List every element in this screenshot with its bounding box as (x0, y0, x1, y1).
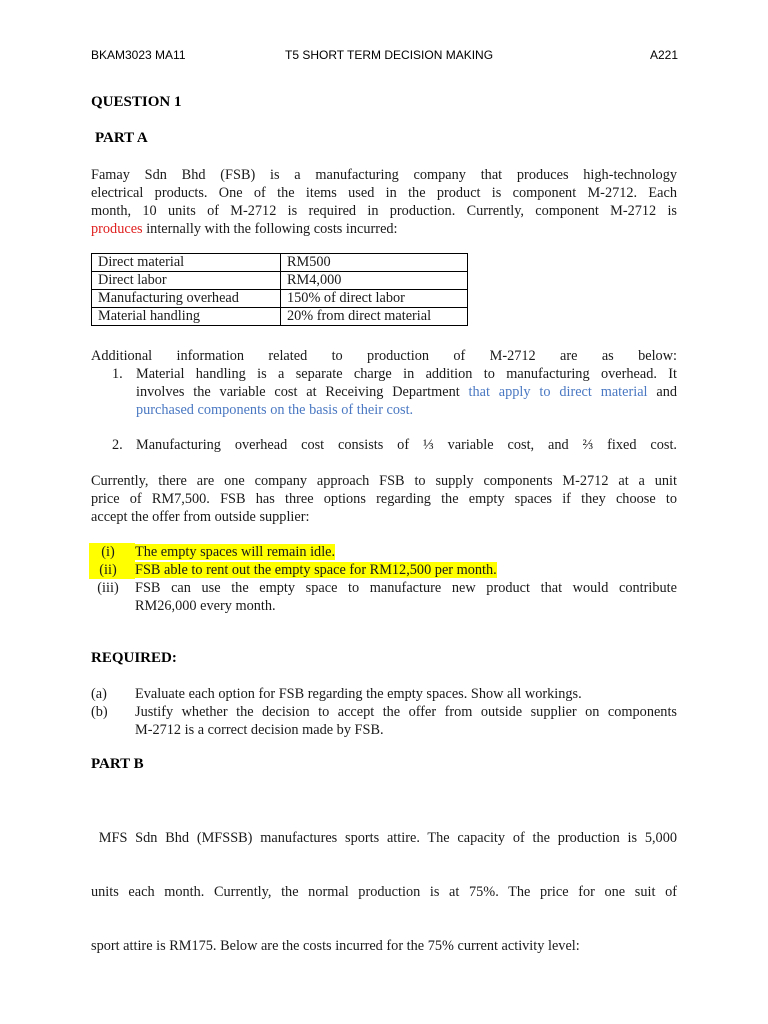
part-b-line: MFS Sdn Bhd (MFSSB) manufactures sports attire. The capacity of the production is 5,000 (91, 830, 677, 846)
part-b-line: sport attire is RM175. Below are the costs incurred for the 75% current activity level: (91, 938, 580, 954)
offer-line: Currently, there are one company approach FSB to supply components M-2712 at a unit (91, 473, 677, 489)
red-text: produces (91, 221, 143, 237)
question-title: QUESTION 1 (91, 94, 182, 110)
intro-line-rest: internally with the following costs incurred: (142, 221, 398, 237)
option-marker: (ii) (89, 561, 127, 579)
additional-info: Additional information related to production of M-2712 are as below: (91, 348, 677, 364)
option-marker: (iii) (97, 580, 119, 596)
note-text: Manufacturing overhead cost consists of ⅓ variable cost, and ⅔ fixed cost. (136, 437, 677, 453)
option-line: FSB can use the empty space to manufacture new product that would contribute (135, 580, 677, 596)
cost-value: 150% of direct labor (281, 290, 468, 308)
table-row (92, 272, 468, 290)
required-title: REQUIRED: (91, 650, 177, 666)
note-number: 2. (112, 437, 123, 453)
note-plain: involves the variable cost at Receiving Department (136, 384, 469, 400)
topic-title: T5 SHORT TERM DECISION MAKING (285, 48, 494, 62)
required-line: M-2712 is a correct decision made by FSB. (135, 722, 384, 738)
cost-value: RM500 (281, 254, 468, 272)
option-text: The empty spaces will remain idle. (135, 544, 336, 560)
offer-paragraph (91, 472, 677, 526)
cost-value: RM4,000 (281, 272, 468, 290)
required-marker: (b) (91, 704, 108, 720)
part-b-title: PART B (91, 756, 144, 772)
required-marker: (a) (91, 686, 107, 702)
option-marker: (i) (89, 543, 127, 561)
highlight-gap (127, 561, 135, 579)
table-row (92, 290, 468, 308)
required-text (135, 703, 677, 739)
part-a-title: PART A (95, 130, 148, 146)
option-text-wrap (135, 561, 677, 579)
intro-line: month, 10 units of M-2712 is required in production. Currently, component M-2712 is (91, 203, 677, 219)
intro-paragraph (91, 166, 677, 238)
option-line: RM26,000 every month. (135, 598, 276, 614)
intro-line: Famay Sdn Bhd (FSB) is a manufacturing company that produces high-technology (91, 167, 677, 183)
intro-line (91, 220, 677, 238)
highlight-gap (127, 543, 135, 561)
table-row (92, 308, 468, 326)
part-b-paragraph (91, 793, 677, 991)
note-line (136, 383, 677, 401)
part-b-line: units each month. Currently, the normal production is at 75%. The price for one suit of (91, 884, 677, 900)
required-line: Justify whether the decision to accept the offer from outside supplier on components (135, 704, 677, 720)
option-text: FSB able to rent out the empty space for RM12,500 per month. (135, 562, 497, 578)
option-text (135, 579, 677, 615)
offer-line: accept the offer from outside supplier: (91, 509, 310, 525)
cost-table (91, 253, 468, 326)
cost-item: Direct material (92, 254, 281, 272)
offer-line: price of RM7,500. FSB has three options regarding the empty spaces if they choose to (91, 491, 677, 507)
cost-value: 20% from direct material (281, 308, 468, 326)
table-row (92, 254, 468, 272)
required-text: Evaluate each option for FSB regarding the empty spaces. Show all workings. (135, 686, 582, 702)
cost-item: Manufacturing overhead (92, 290, 281, 308)
note-plain-end: and (647, 384, 677, 400)
note-number: 1. (112, 366, 123, 382)
course-code: BKAM3023 MA11 (91, 48, 186, 62)
cost-item: Direct labor (92, 272, 281, 290)
cost-item: Material handling (92, 308, 281, 326)
semester-code: A221 (649, 48, 678, 62)
note-text (136, 365, 677, 419)
note-line: Material handling is a separate charge in addition to manufacturing overhead. It (136, 366, 677, 382)
option-text-wrap (135, 543, 677, 561)
intro-line: electrical products. One of the items used in the product is component M-2712. Each (91, 185, 677, 201)
page-header (91, 48, 678, 66)
blue-text: that apply to direct material (468, 384, 648, 400)
blue-text: purchased components on the basis of their cost. (136, 402, 414, 418)
